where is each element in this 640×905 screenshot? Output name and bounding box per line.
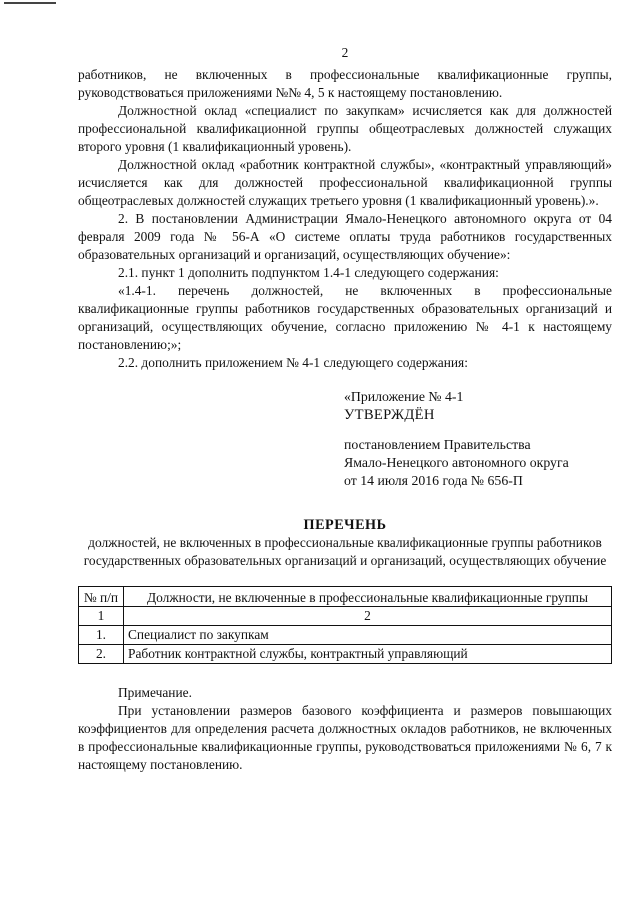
table-header-row xyxy=(79,587,612,607)
column-number-2: 2 xyxy=(124,607,612,626)
paragraph-quote-1-4-1: «1.4-1. перечень должностей, не включенных в профессиональные квалификационные группы работников государственных образовательных организаций и организаций, осуществляющих обучение, согласно приложению № 4-1 к настоящему постановлению;»; xyxy=(78,283,612,352)
paragraph-item-2-1: 2.1. пункт 1 дополнить подпунктом 1.4-1 следующего содержания: xyxy=(118,265,499,280)
paragraph-item-2: 2. В постановлении Администрации Ямало-Ненецкого автономного округа от 04 февраля 2009 года № 56-А «О системе оплаты труда работников государственных образовательных организаций и организаций, осуществляющих обучение»: xyxy=(78,211,612,262)
row-number: 1. xyxy=(79,626,124,645)
row-position: Специалист по закупкам xyxy=(124,626,612,645)
header-positions: Должности, не включенные в профессиональные квалификационные группы xyxy=(124,587,612,607)
paragraph-item-2-2: 2.2. дополнить приложением № 4-1 следующего содержания: xyxy=(118,355,468,370)
paragraph-continuation: работников, не включенных в профессиональные квалификационные группы, руководствоваться приложениями №№ 4, 5 к настоящему постановлению. xyxy=(78,67,612,100)
table-row xyxy=(79,626,612,645)
approval-line-3: от 14 июля 2016 года № 656-П xyxy=(344,473,523,488)
page-number: 2 xyxy=(341,45,349,60)
document-page xyxy=(78,44,612,774)
appendix-label: «Приложение № 4-1 xyxy=(344,389,464,404)
approval-block xyxy=(344,388,612,490)
row-position: Работник контрактной службы, контрактный управляющий xyxy=(124,645,612,664)
header-number: № п/п xyxy=(79,587,124,607)
column-number-1: 1 xyxy=(79,607,124,626)
table-row xyxy=(79,645,612,664)
table-column-numbers-row xyxy=(79,607,612,626)
approved-label: УТВЕРЖДЁН xyxy=(344,407,435,423)
note-text: При установлении размеров базового коэффициента и размеров повышающих коэффициентов для определения расчета должностных окладов работников, не включенных в профессиональные квалификационные группы, руководствоваться приложениями № 6, 7 к настоящему постановлению. xyxy=(78,703,612,772)
scan-corner-mark xyxy=(4,2,56,4)
note-title: Примечание. xyxy=(118,685,192,700)
row-number: 2. xyxy=(79,645,124,664)
list-title: ПЕРЕЧЕНЬ xyxy=(303,517,387,533)
approval-line-1: постановлением Правительства xyxy=(344,437,531,452)
list-subtitle: должностей, не включенных в профессиональные квалификационные группы работников государственных образовательных организаций и организаций, осуществляющих обучение xyxy=(83,535,607,568)
positions-table xyxy=(78,586,612,664)
approval-line-2: Ямало-Ненецкого автономного округа xyxy=(344,455,569,470)
paragraph-procurement-specialist: Должностной оклад «специалист по закупкам» исчисляется как для должностей профессиональной квалификационной группы общеотраслевых должностей служащих второго уровня (1 квалификационный уровень). xyxy=(78,103,612,154)
paragraph-contract-service: Должностной оклад «работник контрактной службы», «контрактный управляющий» исчисляется как для должностей профессиональной квалификационной группы общеотраслевых должностей служащих третьего уровня (1 квалификационный уровень).». xyxy=(78,157,612,208)
